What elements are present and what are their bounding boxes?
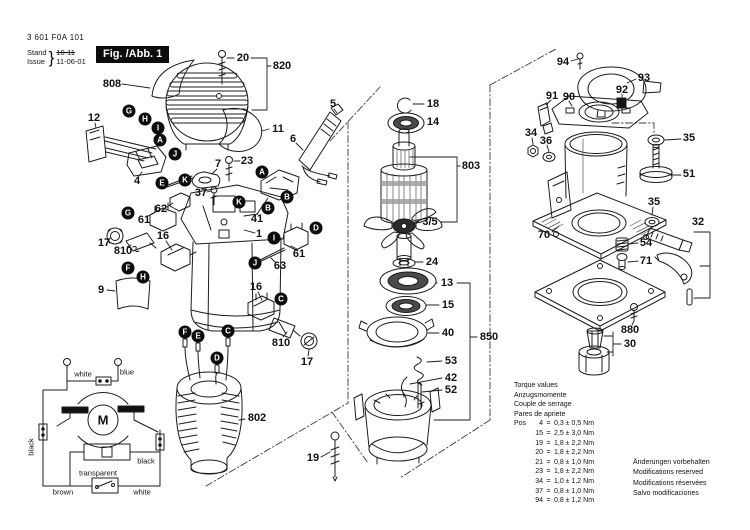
wire-marker-K: K [179,174,192,187]
torque-pos-prefix [514,458,530,468]
stand-issue-block [27,48,86,66]
screw-71 [617,254,627,270]
bearing-flange-40 [359,317,434,347]
torque-row [514,448,594,458]
note-line: Änderungen vorbehalten [633,459,710,466]
part-callout-93: 93 [637,72,651,84]
wire-marker-B: B [262,202,275,215]
torque-pos-prefix [514,477,530,487]
torque-eq: = [546,458,551,466]
clip-91 [538,103,553,134]
part-callout-19: 19 [306,452,320,464]
bearing-13 [380,268,436,294]
torque-eq: = [546,468,551,476]
part-callout-35: 35 [682,132,696,144]
cover-808 [152,60,194,98]
part-callout-37: 37 [194,187,208,199]
wire-color-label-blue: blue [119,367,135,377]
part-callout-6: 6 [289,133,297,145]
type-number: 3 601 F0A 101 [27,33,85,42]
torque-value: 2,5 ± 3,0 Nm [554,429,595,437]
washer-36 [543,153,555,162]
part-callout-7: 7 [214,158,222,170]
part-callout-850: 850 [479,331,499,343]
wire-color-label-white: white [133,487,151,497]
washer-35-top [648,135,664,145]
part-callout-90: 90 [562,91,576,103]
wire-color-label-black: black [26,438,36,456]
part-callout-17: 17 [97,237,111,249]
bearing-15 [386,297,426,316]
note-line: Modifications reserved [633,469,704,477]
note-line: Salvo modificaciones [633,490,699,498]
power-cable-5-6 [299,104,343,185]
wire-marker-E: E [192,330,205,343]
brace-glyph: } [48,47,55,67]
wire-marker-I: I [152,122,165,135]
torque-eq: = [546,420,551,428]
torque-eq: = [546,477,551,485]
torque-row [514,419,594,429]
wire-marker-J: J [249,257,262,270]
part-callout-820: 820 [272,60,292,72]
screw-23 [226,157,233,182]
torque-title-line: Torque values [514,382,558,389]
torque-value: 1,8 ± 2,2 Nm [554,439,595,447]
torque-pos-number: 94 [535,497,543,505]
part-callout-18: 18 [426,98,440,110]
brush-cap-17-right [301,333,317,349]
issue-label: Issue [27,57,45,66]
torque-pos-number: 15 [535,429,543,437]
wire-marker-F: F [122,262,135,275]
wire-marker-E: E [156,177,169,190]
torque-row [514,467,594,477]
part-callout-17: 17 [300,356,314,368]
field-coil-802 [176,338,242,474]
torque-eq: = [546,429,551,437]
superseded-date: 10-11 [56,48,75,57]
part-callout-9: 9 [97,284,105,296]
torque-eq: = [546,497,551,505]
clamp-7 [192,172,220,188]
wire-marker-C: C [275,293,288,306]
screw-19 [331,432,339,481]
torque-row [514,429,594,439]
part-callout-70: 70 [537,229,551,241]
torque-eq: = [546,439,551,447]
holder-16-left [161,244,196,271]
spring-53 [414,357,423,385]
torque-row [514,477,594,487]
part-callout-94: 94 [556,56,570,68]
stand-label: Stand [27,48,47,57]
part-callout-92: 92 [615,84,629,96]
fan-3-5 [364,209,442,249]
part-callout-54: 54 [639,237,653,249]
part-callout-880: 880 [620,324,640,336]
wire-color-label-brown: brown [52,487,74,497]
issue-date: 11-06-01 [56,57,86,66]
torque-pos-prefix [514,496,530,506]
wire-color-label-black: black [137,456,155,466]
torque-title-line: Couple de serrage [514,401,572,409]
part-callout-803: 803 [461,160,481,172]
part-callout-1: 1 [255,228,263,240]
torque-value: 0,8 ± 1,0 Nm [554,487,595,495]
armature-803 [381,129,427,266]
circlip-18 [397,98,411,113]
nut-34 [528,145,538,157]
wire-marker-K: K [233,196,246,209]
part-callout-34: 34 [524,127,538,139]
wire-color-label-transparent: transparent [79,468,117,478]
torque-pos-number: 21 [535,458,543,466]
part-callout-810: 810 [271,337,291,349]
torque-row [514,458,594,468]
motor-cap-820 [166,63,248,150]
wire-marker-G: G [122,207,135,220]
part-callout-61: 61 [292,248,306,260]
part-callout-36: 36 [539,135,553,147]
sub-base-plate [535,260,665,331]
torque-pos-prefix: Pos [514,420,527,428]
torque-pos-number: 20 [535,449,543,457]
part-callout-808: 808 [102,78,122,90]
part-callout-71: 71 [639,255,653,267]
torque-eq: = [546,449,551,457]
part-callout-53: 53 [444,355,458,367]
wire-marker-H: H [137,271,150,284]
part-callout-35: 35 [647,196,661,208]
part-callout-42: 42 [444,372,458,384]
torque-value: 0,8 ± 1,0 Nm [554,458,595,466]
part-callout-16: 16 [249,281,263,293]
screw-94 [577,53,583,69]
wire-marker-C: C [222,325,235,338]
cover-11 [219,108,262,151]
part-callout-802: 802 [247,412,267,424]
screw-20 [219,51,226,85]
torque-pos-number: 4 [539,420,543,428]
block-92 [617,98,626,108]
torque-pos-prefix [514,487,530,497]
part-callout-15: 15 [441,299,455,311]
torque-row [514,487,594,497]
torque-pos-prefix [514,429,530,439]
torque-pos-number: 34 [535,477,543,485]
torque-value: 0,3 ± 0,5 Nm [554,420,595,428]
modification-notes [633,458,710,500]
bearing-14 [388,113,424,133]
part-callout-16: 16 [156,230,170,242]
part-callout-20: 20 [236,52,250,64]
torque-row [514,439,594,449]
torque-table [514,381,594,506]
wire-marker-A: A [154,134,167,147]
part-callout-3-5: 3/5 [422,216,438,228]
holder-16-right [248,293,274,320]
cord-plug-12 [86,126,156,162]
part-callout-4: 4 [133,175,141,187]
wire-marker-A: A [256,166,269,179]
part-callout-23: 23 [240,155,254,167]
torque-title-line: Pares de apriete [514,410,566,418]
part-callout-14: 14 [426,116,440,128]
wire-marker-J: J [169,148,182,161]
torque-pos-prefix [514,448,530,458]
wire-marker-I: I [268,232,281,245]
part-callout-41: 41 [250,213,264,225]
terminal-61-right [284,223,308,250]
part-callout-51: 51 [682,168,696,180]
torque-pos-prefix [514,439,530,449]
torque-value: 1,8 ± 2,2 Nm [554,449,595,457]
note-line: Modifications réservées [633,479,707,487]
wire-marker-F: F [179,326,192,339]
part-callout-12: 12 [87,112,101,124]
part-callout-62: 62 [154,203,168,215]
part-callout-24: 24 [425,256,439,268]
screw-51 [640,145,672,183]
part-callout-61: 61 [137,214,151,226]
figure-number-badge: Fig. /Abb. 1 [96,46,169,63]
torque-pos-prefix [514,467,530,477]
washer-35-lower [645,218,659,227]
part-callout-32: 32 [691,216,705,228]
washer-24 [393,259,415,268]
torque-title-line: Anzugsmomente [514,391,567,399]
terminal-62 [170,193,190,211]
wire-color-label-white: white [74,369,92,379]
wire-marker-D: D [211,352,224,365]
part-callout-13: 13 [440,277,454,289]
torque-value: 1,8 ± 2,2 Nm [554,468,595,476]
part-callout-63: 63 [273,260,287,272]
part-callout-91: 91 [545,90,559,102]
bearing-bridge-housing [354,388,440,464]
collet-nut-30 [579,328,609,375]
wire-marker-H: H [139,113,152,126]
wire-marker-B: B [281,191,294,204]
torque-value: 1,0 ± 1,2 Nm [554,477,595,485]
part-callout-52: 52 [444,384,458,396]
torque-pos-number: 23 [535,468,543,476]
torque-row [514,496,594,506]
motor-symbol-label: M [97,412,109,428]
torque-pos-number: 19 [535,439,543,447]
part-callout-40: 40 [441,327,455,339]
wire-marker-G: G [123,105,136,118]
torque-eq: = [546,487,551,495]
torque-value: 0,8 ± 1,2 Nm [554,497,595,505]
part-callout-11: 11 [272,123,284,135]
torque-pos-number: 37 [535,487,543,495]
terminal-block-4 [127,146,166,176]
depth-lever-32 [646,228,692,305]
part-callout-5: 5 [329,98,337,110]
part-callout-810: 810 [113,245,133,257]
part-callout-30: 30 [623,338,637,350]
screw-880 [631,304,638,322]
spring-54 [616,238,628,251]
wire-marker-D: D [310,222,323,235]
wire-42 [402,377,408,407]
